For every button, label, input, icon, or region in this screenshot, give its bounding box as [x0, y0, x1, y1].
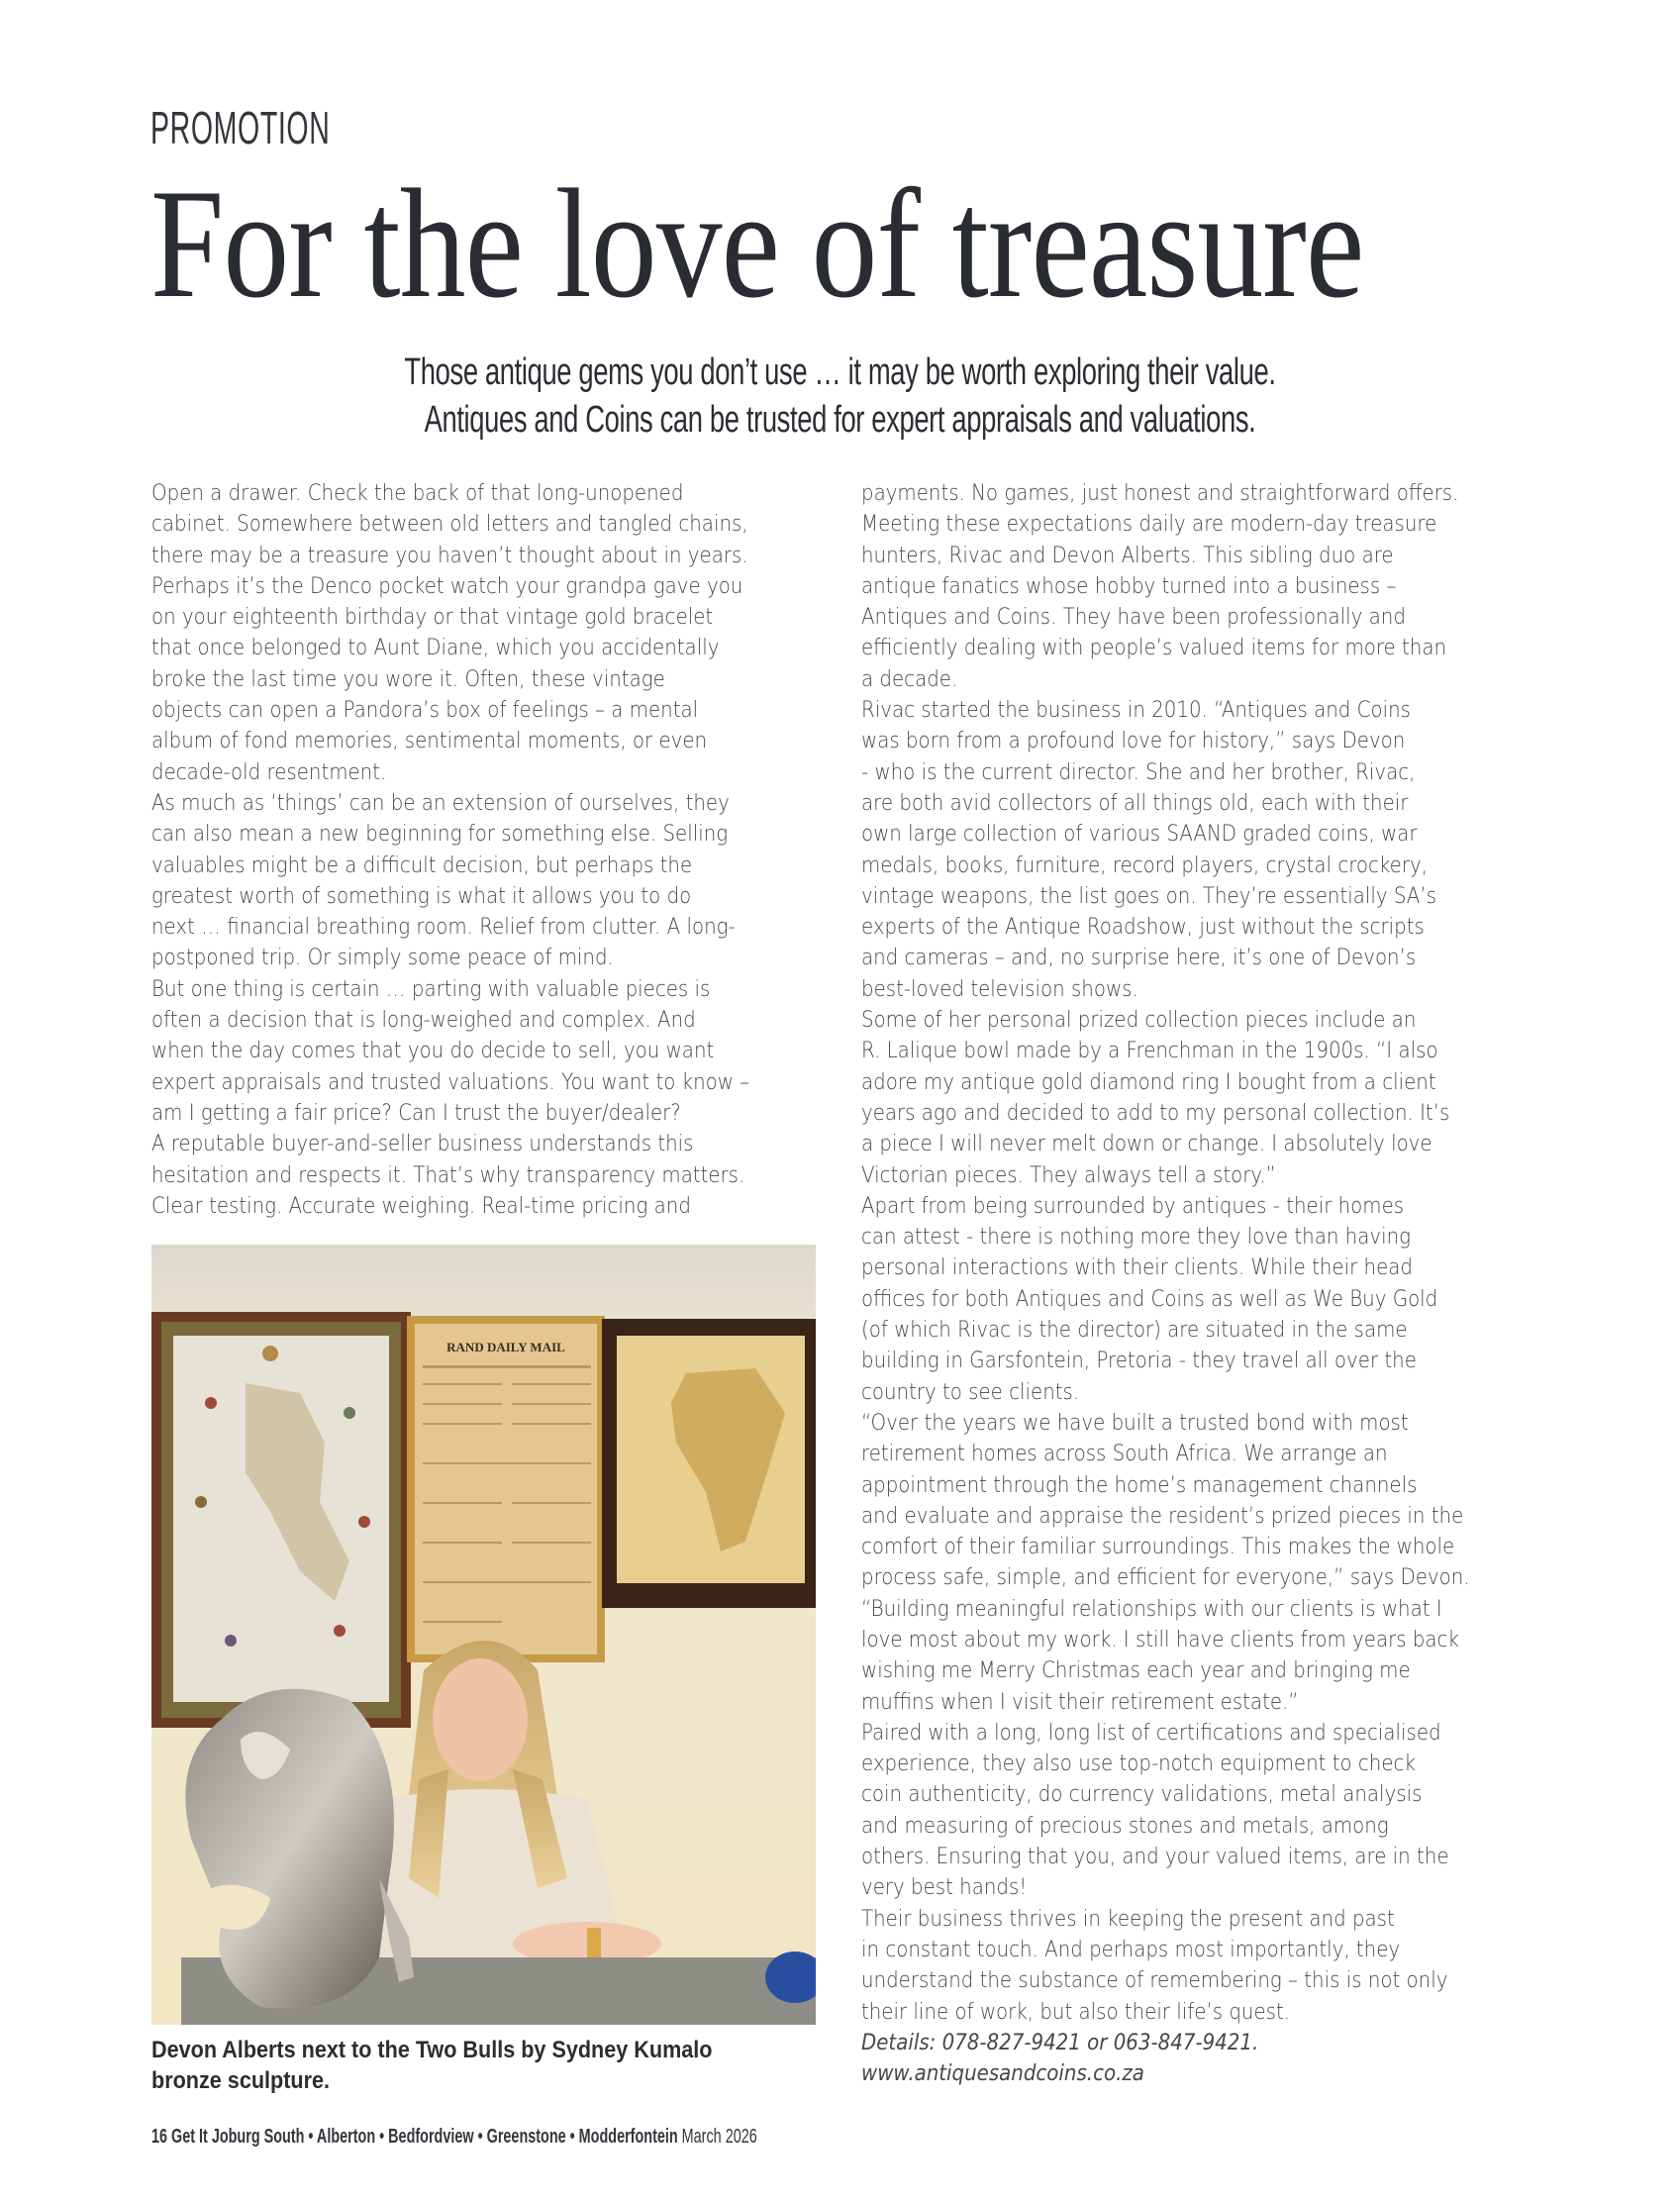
article-text-line: payments. No games, just honest and straightforward offers. — [861, 480, 1459, 506]
article-text-line: vintage weapons, the list goes on. They’re essentially SA’s — [861, 882, 1436, 909]
caption-line: Devon Alberts next to the Two Bulls by Sydney Kumalo — [151, 2037, 713, 2063]
section-label: PROMOTION — [150, 102, 331, 153]
caption-line: bronze sculpture. — [151, 2067, 331, 2094]
article-text-line: A reputable buyer-and-seller business understands this — [151, 1131, 694, 1157]
article-text-line: personal interactions with their clients. While their head — [861, 1254, 1413, 1281]
article-text-line: medals, books, furniture, record players, crystal crockery, — [861, 851, 1429, 878]
article-text-line: very best hands! — [861, 1874, 1028, 1901]
article-text-line: coin authenticity, do currency validations, metal analysis — [861, 1781, 1423, 1808]
article-text-line: Antiques and Coins. They have been professionally and — [861, 604, 1406, 631]
headline: For the love of treasure — [150, 157, 1364, 331]
article-text-line: can also mean a new beginning for something else. Selling — [151, 821, 729, 848]
article-text-line: love most about my work. I still have clients from years back — [861, 1626, 1459, 1652]
standfirst-line: Those antique gems you don’t use … it may be worth exploring their value. — [404, 351, 1276, 393]
article-text-line: valuables might be a difficult decision, but perhaps the — [151, 851, 693, 878]
article-text-line: building in Garsfontein, Pretoria - they travel all over the — [861, 1348, 1417, 1374]
article-text-line: on your eighteenth birthday or that vintage gold bracelet — [151, 604, 714, 631]
page-footer — [151, 2125, 757, 2149]
article-left-column — [151, 478, 825, 1222]
article-text-line: efficiently dealing with people’s valued items for more than — [861, 635, 1447, 661]
article-text-line: often a decision that is long-weighed and complex. And — [151, 1007, 696, 1034]
article-text-line: years ago and decided to add to my personal collection. It’s — [861, 1099, 1450, 1126]
photo-caption — [151, 2035, 844, 2096]
article-text-line: Some of her personal prized collection pieces include an — [861, 1007, 1417, 1034]
standfirst — [0, 349, 1680, 444]
article-text-line: Victorian pieces. They always tell a story.” — [861, 1161, 1276, 1188]
article-text-line: wishing me Merry Christmas each year and bringing me — [861, 1657, 1411, 1684]
article-text-line: hesitation and respects it. That’s why transparency matters. — [151, 1161, 745, 1188]
article-text-line: and cameras – and, no surprise here, it’s one of Devon’s — [861, 945, 1417, 971]
article-text-line: was born from a profound love for history,” says Devon — [861, 728, 1406, 754]
article-text-line: experience, they also use top-notch equipment to check — [861, 1751, 1416, 1777]
article-text-line: a piece I will never melt down or change. I absolutely love — [861, 1131, 1433, 1157]
article-right-column — [861, 478, 1554, 2089]
website-link[interactable]: www.antiquesandcoins.co.za — [861, 2060, 1144, 2087]
article-text-line: there may be a treasure you haven’t thought about in years. — [151, 542, 748, 568]
article-text-line: - who is the current director. She and her brother, Rivac, — [861, 758, 1416, 785]
article-text-line: expert appraisals and trusted valuations. You want to know – — [151, 1068, 750, 1095]
article-text-line: adore my antique gold diamond ring I bought from a client — [861, 1068, 1436, 1095]
article-text-line: can attest - there is nothing more they love than having — [861, 1224, 1412, 1251]
article-text-line: “Over the years we have built a trusted bond with most — [861, 1409, 1409, 1436]
page-number: 16 — [151, 2126, 168, 2148]
issue-date: March 2026 — [681, 2126, 757, 2148]
article-text-line: Clear testing. Accurate weighing. Real-time pricing and — [151, 1192, 691, 1219]
article-text-line: decade-old resentment. — [151, 758, 387, 785]
publication-name: Get It Joburg South • Alberton • Bedfordview • Greenstone • Modderfontein — [171, 2126, 678, 2148]
article-text-line: Their business thrives in keeping the present and past — [861, 1905, 1395, 1932]
article-text-line: a decade. — [861, 665, 958, 692]
article-text-line: appointment through the home’s management channels — [861, 1471, 1418, 1498]
article-text-line: Rivac started the business in 2010. “Antiques and Coins — [861, 697, 1411, 724]
article-text-line: experts of the Antique Roadshow, just without the scripts — [861, 914, 1425, 941]
article-text-line: R. Lalique bowl made by a Frenchman in the 1900s. “I also — [861, 1038, 1438, 1064]
article-text-line: are both avid collectors of all things old, each with their — [861, 789, 1409, 816]
article-text-line: their line of work, but also their life’s quest. — [861, 1998, 1291, 2025]
article-text-line: “Building meaningful relationships with our clients is what I — [861, 1595, 1442, 1622]
article-text-line: country to see clients. — [861, 1378, 1080, 1405]
article-text-line: that once belonged to Aunt Diane, which you accidentally — [151, 635, 720, 661]
article-text-line: best-loved television shows. — [861, 975, 1138, 1002]
framed-map-africa — [602, 1319, 816, 1608]
article-text-line: (of which Rivac is the director) are situated in the same — [861, 1317, 1408, 1344]
article-text-line: others. Ensuring that you, and your valued items, are in the — [861, 1844, 1449, 1870]
article-text-line: Paired with a long, long list of certifications and specialised — [861, 1719, 1441, 1746]
framed-newspaper — [407, 1316, 605, 1662]
article-text-line: postponed trip. Or simply some peace of mind. — [151, 945, 614, 971]
article-text-line: understand the substance of remembering – this is not only — [861, 1967, 1448, 1994]
article-text-line: objects can open a Pandora’s box of feelings – a mental — [151, 697, 699, 724]
svg-text:RAND DAILY MAIL: RAND DAILY MAIL — [446, 1340, 565, 1354]
framed-map-italy — [151, 1312, 411, 1728]
article-text-line: and evaluate and appraise the resident’s prized pieces in the — [861, 1502, 1464, 1529]
article-text-line: muffins when I visit their retirement estate.” — [861, 1688, 1299, 1715]
article-text-line: hunters, Rivac and Devon Alberts. This sibling duo are — [861, 542, 1394, 568]
article-text-line: Open a drawer. Check the back of that long-unopened — [151, 480, 684, 506]
article-text-line: But one thing is certain … parting with valuable pieces is — [151, 975, 711, 1002]
article-text-line: Perhaps it’s the Denco pocket watch your grandpa gave you — [151, 572, 743, 599]
article-text-line: As much as ‘things’ can be an extension of ourselves, they — [151, 789, 730, 816]
article-text-line: antique fanatics whose hobby turned into a business – — [861, 572, 1397, 599]
standfirst-line: Antiques and Coins can be trusted for expert appraisals and valuations. — [424, 399, 1256, 441]
article-text-line: next … financial breathing room. Relief from clutter. A long- — [151, 914, 736, 941]
article-text-line: offices for both Antiques and Coins as well as We Buy Gold — [861, 1285, 1438, 1312]
article-text-line: broke the last time you wore it. Often, these vintage — [151, 665, 665, 692]
article-text-line: Meeting these expectations daily are modern-day treasure — [861, 511, 1437, 538]
article-text-line: Apart from being surrounded by antiques - their homes — [861, 1192, 1405, 1219]
article-text-line: process safe, simple, and efficient for everyone,” says Devon. — [861, 1564, 1470, 1591]
article-text-line: album of fond memories, sentimental moments, or even — [151, 728, 708, 754]
article-text-line: and measuring of precious stones and metals, among — [861, 1812, 1389, 1839]
article-text-line: greatest worth of something is what it allows you to do — [151, 882, 692, 909]
article-text-line: am I getting a fair price? Can I trust the buyer/dealer? — [151, 1099, 681, 1126]
article-text-line: comfort of their familiar surroundings. This makes the whole — [861, 1534, 1455, 1560]
article-text-line: cabinet. Somewhere between old letters and tangled chains, — [151, 511, 748, 538]
article-photo — [151, 1245, 816, 2025]
article-text-line: in constant touch. And perhaps most importantly, they — [861, 1936, 1401, 1962]
article-text-line: retirement homes across South Africa. We arrange an — [861, 1441, 1388, 1467]
article-text-line: when the day comes that you do decide to sell, you want — [151, 1038, 715, 1064]
contact-details: Details: 078-827-9421 or 063-847-9421. — [861, 2029, 1259, 2055]
article-text-line: own large collection of various SAAND graded coins, war — [861, 821, 1418, 848]
